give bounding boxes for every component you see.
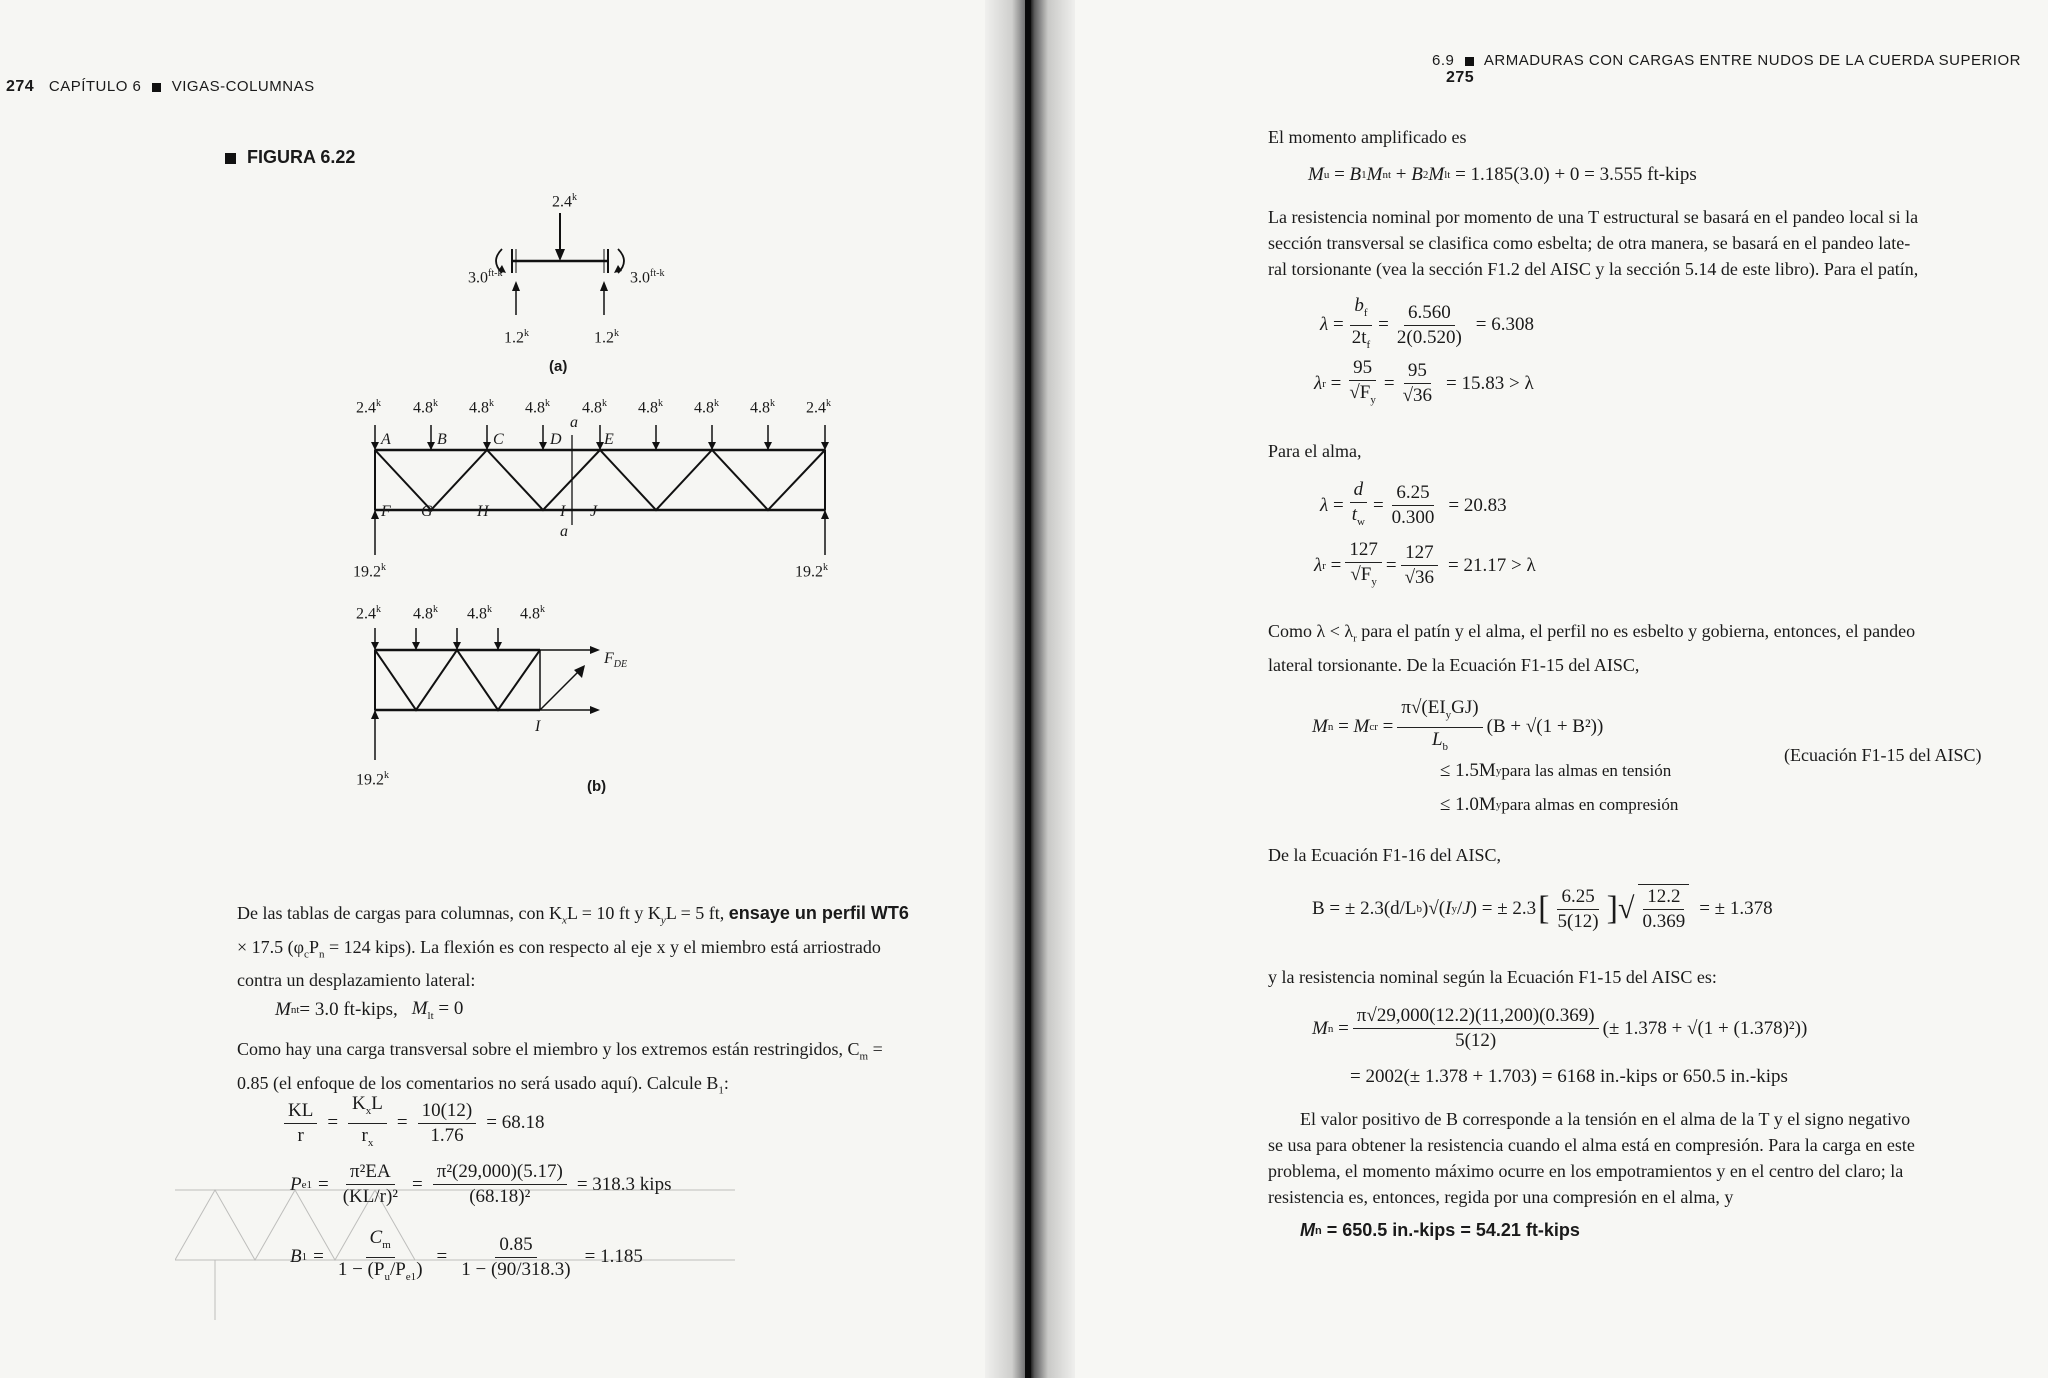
bullet-square-icon — [225, 153, 236, 164]
lambda-web-equation: λ = $\frac{d}{t_w}$ = $\frac{6.25}{0.300}$ = 20.83 — [1320, 479, 1507, 529]
fig-a-top-load: 2.4$^k$ — [552, 192, 577, 211]
node-g: G — [421, 503, 433, 520]
pe-equation: P e1 = $\frac{\text{π²EA}}{\text{(KL/r)²}}$ = $\frac{\text{π²(29,000)(5.17)}}{\text{(68.18)²}}$ = 318.3 kips — [290, 1161, 672, 1207]
node-e: E — [604, 431, 614, 448]
fig-a-moment-right: $3.0^{ft-k}$ — [630, 268, 665, 287]
mn-numeric-equation: M n = $\frac{\pi√29,000(12.2)(11,200)(0.369)}{5(12)}$ (± 1.378 + √(1 + (1.378)²)) — [1312, 1005, 1808, 1051]
equation-reference: (Ecuación F1-15 del AISC) — [1784, 745, 1982, 765]
node-a: A — [381, 431, 391, 448]
section-mark-bottom: a — [560, 523, 568, 540]
truss-load-6: 4.8$^k$ — [638, 398, 663, 417]
fig-b-force-label: $F_{DE}$ — [604, 650, 628, 671]
web-label: Para el alma, — [1268, 441, 1362, 461]
kl-equation: $\frac{KL}{r}$ = $\frac{K_xL}{r_x}$ = $\frac{10(12)}{1.76}$ = 68.18 — [280, 1092, 544, 1155]
left-paragraph-2: Como hay una carga transversal sobre el miembro y los extremos están restringidos, $C_m$ = 0.85 (el enfoque de los comentarios no será usado aquí). Calcule $B_1$: — [237, 1039, 883, 1097]
fig-b-node-i: I — [535, 718, 541, 735]
positive-value-paragraph: El valor positivo de B corresponde a la tensión en el alma de la T y el signo negativo se usa para obtener la resistencia cuando el alma está en compresión. Para la carga en este problema, el momento máximo ocurre en los empotramientos y en el centro del claro; la resistencia es, entonces, regida por una compresión en el alma, y — [1268, 1109, 1915, 1207]
fig-a-caption: (a) — [549, 358, 568, 375]
fig-b-load-2: 4.8$^k$ — [413, 604, 438, 623]
fig-b-load-1: 2.4$^k$ — [356, 604, 381, 623]
final-mn-equation: M n = 650.5 in.-kips = 54.21 ft-kips — [1300, 1220, 1580, 1240]
truss-load-1: 2.4$^k$ — [356, 398, 381, 417]
truss-load-7: 4.8$^k$ — [694, 398, 719, 417]
left-running-head — [6, 78, 315, 96]
resistance-paragraph: La resistencia nominal por momento de una T estructural se basará en el pandeo local si la sección transversal se clasifica como esbelta; de otra manera, se basará en el pandeo late- ral torsionante (vea la sección F1.2 del AISC y la sección 5.14 de este libro). Para el patín, — [1268, 207, 1919, 279]
mn-limit-compression: ≤ 1.0M y para almas en compresión — [1440, 794, 1679, 815]
nominal-resistance-label: y la resistencia nominal según la Ecuación F1-15 del AISC es: — [1268, 967, 1717, 987]
left-page-number: 274 — [6, 78, 35, 95]
truss-load-8: 4.8$^k$ — [750, 398, 775, 417]
mn-limit-tension: ≤ 1.5M y para las almas en tensión — [1440, 760, 1672, 781]
mnt-equation: M nt = 3.0 ft-kips, $M_{lt} = 0$ — [275, 998, 464, 1022]
left-paragraph-1: De las tablas de cargas para columnas, con $K_xL = 10$ ft y $K_yL = 5$ ft, ensaye un perfil WT6 × 17.5 ($\varphi_cP_n = 124$ kips). La flexión es con respecto al eje x y el miembro está arriostrado contra un desplazamiento lateral: — [237, 903, 909, 991]
truss-reaction-left: 19.2$^k$ — [353, 562, 386, 581]
fig-b-reaction: 19.2$^k$ — [356, 770, 389, 789]
lambda-flange-equation: λ = $\frac{b_f}{2t_f}$ = $\frac{6.560}{2(0.520)}$ = 6.308 — [1320, 295, 1534, 351]
node-f: F — [381, 503, 391, 520]
node-b: B — [437, 431, 447, 448]
node-i: I — [560, 503, 566, 520]
right-running-head: 6.9 ARMADURAS CON CARGAS ENTRE NUDOS DE LA CUERDA SUPERIOR 275 — [1432, 52, 2021, 86]
truss-load-3: 4.8$^k$ — [469, 398, 494, 417]
b1-equation: B 1 = $\frac{C_m}{1 - (P_u/P_{e1})}$ = $\frac{0.85}{1 - (90/318.3)}$ = 1.185 — [290, 1227, 643, 1283]
figure-b — [360, 620, 640, 770]
f1-16-label: De la Ecuación F1-16 del AISC, — [1268, 845, 1501, 865]
left-chapter-label: CAPÍTULO 6 — [48, 78, 142, 95]
truss-load-5: 4.8$^k$ — [582, 398, 607, 417]
truss-main — [360, 415, 840, 565]
fig-a-moment-left: $3.0^{ft-k}$ — [468, 268, 503, 287]
figure-title: FIGURA 6.22 — [225, 147, 355, 168]
bullet-square-icon — [152, 83, 161, 92]
node-h: H — [477, 503, 489, 520]
fig-b-caption: (b) — [587, 778, 607, 795]
gutter-shadow — [1025, 0, 1031, 1378]
b-equation: B = ± 2.3(d/L b )√( I y / J ) = ± 2.3 [ $\frac{6.25}{5(12)}$ ] √ $\frac{12.2}{0.369}$ = ± 1.378 — [1312, 885, 1773, 932]
truss-reaction-right: 19.2$^k$ — [795, 562, 828, 581]
bullet-square-icon — [1465, 57, 1474, 66]
mu-equation: M u = B 1 M nt + B 2 M lt = 1.185(3.0) + 0 = 3.555 ft-kips — [1308, 164, 1697, 185]
lambda-r-flange-equation: λ r = $\frac{95}{√F_y}$ = $\frac{95}{√36}$ = 15.83 > λ — [1314, 357, 1534, 407]
mn-numeric-result: = 2002(± 1.378 + 1.703) = 6168 in.-kips or 650.5 in.-kips — [1350, 1066, 1788, 1087]
right-page-number: 275 — [1446, 69, 1475, 86]
node-c: C — [493, 431, 504, 448]
lambda-r-web-equation: λ r = $\frac{127}{√F_y}$ = $\frac{127}{√36}$ = 21.17 > λ — [1314, 539, 1536, 589]
node-j: J — [590, 503, 598, 520]
fig-a-reaction-right: 1.2$^k$ — [594, 328, 619, 347]
fig-b-load-4: 4.8$^k$ — [520, 604, 545, 623]
bleed-through-drawing — [175, 1170, 735, 1330]
node-d: D — [550, 431, 562, 448]
mn-equation: M n = M cr = $\frac{\pi√(EI_yGJ)}{L_b}$ (B + √(1 + B²)) — [1312, 697, 1604, 753]
como-paragraph: Como $\lambda < \lambda_r$ para el patín y el alma, el perfil no es esbelto y gobierna, entonces, el pandeo lateral torsionante. De la Ecuación F1-15 del AISC, — [1268, 621, 1916, 675]
fig-a-reaction-left: 1.2$^k$ — [504, 328, 529, 347]
truss-load-4: 4.8$^k$ — [525, 398, 550, 417]
section-mark-top: a — [570, 414, 578, 431]
truss-load-9: 2.4$^k$ — [806, 398, 831, 417]
truss-load-2: 4.8$^k$ — [413, 398, 438, 417]
left-chapter-title: VIGAS-COLUMNAS — [171, 78, 315, 95]
intro-text: El momento amplificado es — [1268, 127, 1467, 147]
fig-b-load-3: 4.8$^k$ — [467, 604, 492, 623]
